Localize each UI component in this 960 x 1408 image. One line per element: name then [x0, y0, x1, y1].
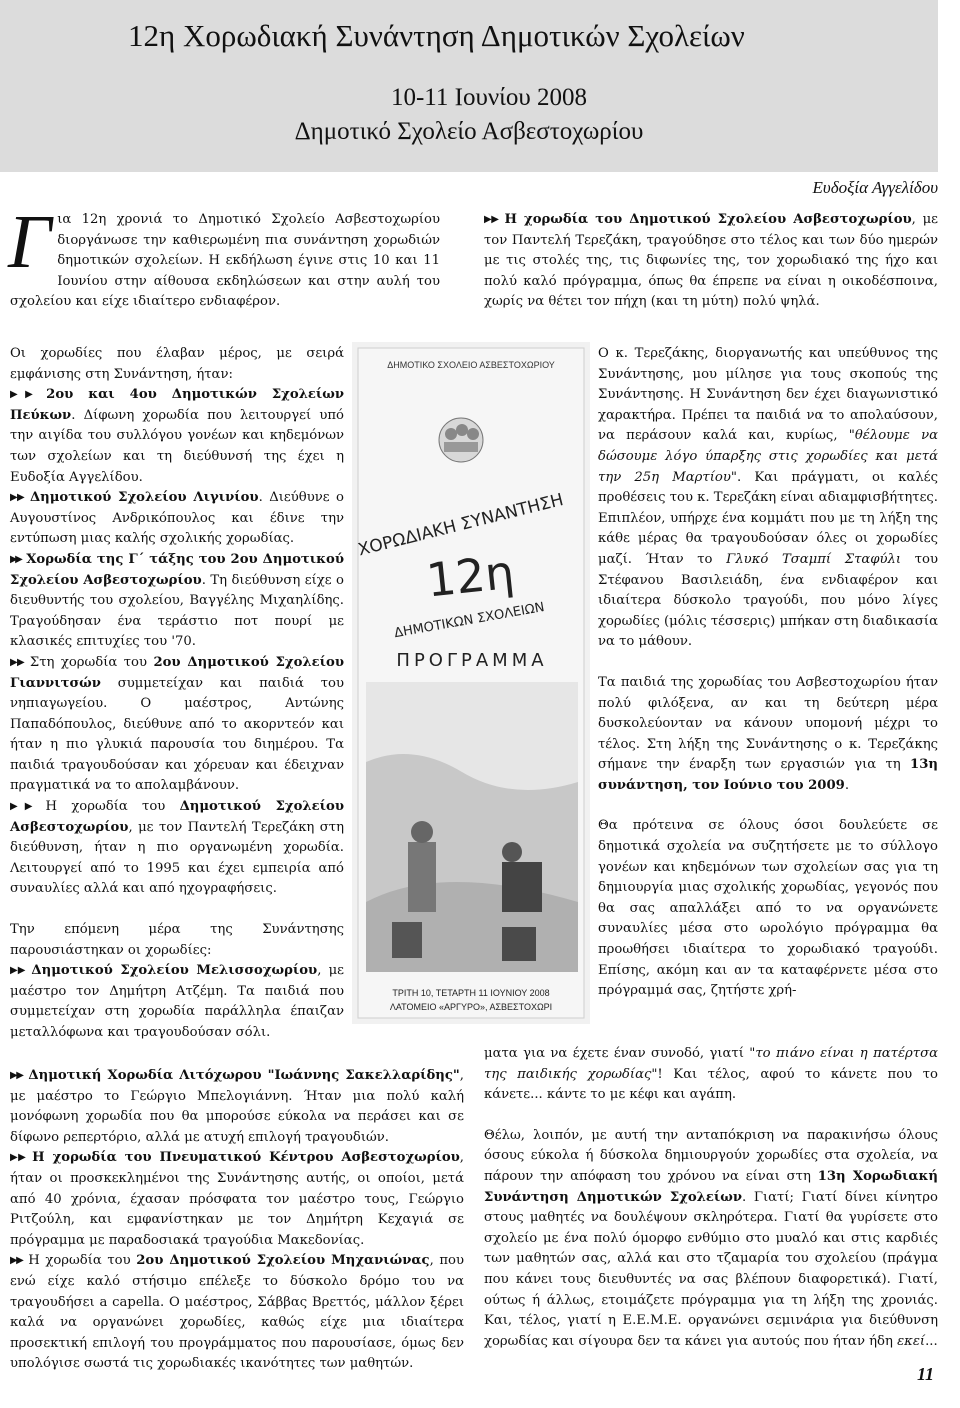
left-column [10, 344, 344, 1044]
choir-prefix: Η χορωδία του [28, 1253, 137, 1269]
double-arrow-bullet-icon: ▶▶ [10, 1255, 23, 1267]
double-arrow-bullet-icon: ▶▶ [484, 214, 499, 225]
paragraph-text: Θέλω, λοιπόν, με αυτή την ανταπόκριση να παρακινήσω όλους όσους εύκολα ή δύσκολα δημιουργούν χορωδίες στα σχολεία, να πάρουν την απόφαση του χρόνου να είναι στη [484, 1127, 938, 1184]
double-arrow-bullet-icon: ▶▶ [10, 656, 24, 668]
choir-prefix: Στη χορωδία του [29, 654, 154, 670]
paragraph-text: ματα για να έχετε έναν συνοδό, γιατί " [484, 1046, 756, 1061]
choir-name: Χορωδία της Γ΄ τάξης του 2ου Δημοτικού Σχολείου Ασβεστοχωρίου [10, 551, 344, 588]
paragraph-text: Ο κ. Τερεζάκης, διοργανωτής και υπεύθυνος της Συνάντησης, μου μίλησε για τους σκοπούς της Συνάντησης. Η Συνάντηση δεν έχει διαγωνιστικό χαρακτήρα. Πρέπει τα παιδιά να το απολαύσουν, να περάσουν καλά και, κυρίως, [598, 346, 938, 444]
event-date: 10-11 Ιουνίου 2008 [390, 84, 587, 111]
double-arrow-bullet-icon: ▶▶ [10, 492, 24, 504]
bottom-left-column [10, 1066, 464, 1375]
double-arrow-bullet-icon: ▶▶ [10, 553, 21, 565]
paragraph-text: . [844, 777, 850, 793]
poster-graphic [352, 342, 590, 1024]
page-title: 12η Χορωδιακή Συνάντηση Δημοτικών Σχολείων [128, 18, 745, 53]
bold-school-name: Η χορωδία του Δημοτικού Σχολείου Ασβεστοχωρίου [504, 212, 912, 227]
paragraph-text: . Και πράγματι, οι καλές προθέσεις του κ. Τερεζάκη είναι αδιαμφισβήτητες. Επιπλέον, υπήρχε ένα κομμάτι που με τη λήξη της κάθε μέρας θα τραγουδούσαν όλες οι χορωδίες μαζί. Ήταν το [598, 469, 938, 567]
drop-cap: Γ [8, 200, 52, 284]
poster-footer2: ΛΑΤΟΜΕΙΟ «ΑΡΓΥΡΟ», ΑΣΒΕΣΤΟΧΩΡΙ [389, 1002, 553, 1012]
choir-name: 2ου και 4ου Δημοτικών Σχολείων Πεύκων [10, 387, 345, 423]
emphasis: εκεί [897, 1333, 926, 1349]
double-arrow-bullet-icon: ▶▶ [10, 965, 26, 977]
poster-number: 12η [423, 544, 517, 608]
choir-name: Δημοτικού Σχολείου Ασβεστοχωρίου [10, 799, 344, 835]
paragraph-text: . Γιατί; Γιατί δίνει κίνητρο στους μαθητές να δουλέψουν σκληρότερα. Γιατί θα γυρίσετε στο σχολείο με ένα πολύ όμορφο ενθύμιο στο μυαλό και στις καρδιές των μαθητών σας, αλλά και στο τζαμαρία του σχολείου (πράγμα που κάνει τους διευθυντές να σας βλέπουν διαφορετικά). Γιατί, ούτως ή άλλως, ετοιμάζετε πρόγραμμα για τη λήξη της χρονιάς. Και, τέλος, γιατί η Ε.Ε.Μ.Ε. οργανώνει σεμινάρια για διεύθυνση χορωδίας και σίγουρα δεν τα κάνει για αυτούς που ήταν ήδη [484, 1189, 938, 1349]
intro-paragraph [8, 200, 440, 313]
poster-program-title: ΠΡΟΓΡΑΜΜΑ [396, 650, 548, 671]
right-top-paragraph [484, 210, 938, 313]
poster-school-name: ΔΗΜΟΤΙΚΟ ΣΧΟΛΕΙΟ ΑΣΒΕΣΤΟΧΩΡΙΟΥ [387, 360, 555, 370]
paragraph-text: ... [925, 1333, 938, 1349]
paragraph-text: "! Και τέλος, αφού το κάνετε που το κάνετε... κάντε το με κέφι και αγάπη. [484, 1066, 938, 1103]
choir-name: 2ου Δημοτικού Σχολείου Γιαννιτσών [10, 654, 344, 691]
song-title: Γλυκό Τσαμπί Σταφύλι [726, 551, 902, 567]
author-name: Ευδοξία Αγγελίδου [812, 178, 938, 197]
event-name: 13η Χορωδιακή Συνάντηση Δημοτικών Σχολείων [484, 1168, 938, 1205]
choir-text: , με τον Παντελή Τερεζάκη στη διεύθυνση, ήταν η πιο οργανωμένη χορωδία. Λειτουργεί από το 1995 και έχει εμπειρία από συναυλίες αλλά και από ηχογραφήσεις. [10, 819, 344, 897]
paragraph: Την επόμενη μέρα της Συνάντησης παρουσιάστηκαν οι χορωδίες: [10, 922, 344, 958]
quote: το πιάνο είναι η πατέρτσα της παιδικής χορωδίας [484, 1046, 938, 1082]
choir-name: Δημοτικού Σχολείου Λιγινίου [29, 490, 259, 506]
school-logo-icon [439, 418, 483, 462]
choir-text: . Διεύθυνε ο Αυγουστίνος Ανδρικόπουλος και έδινε την εντύπωση μιας καλής σχολικής χορωδίας. [10, 490, 344, 547]
children-photo [366, 682, 578, 972]
choir-text: . Δίφωνη χορωδία που λειτουργεί υπό την αιγίδα του συλλόγου γονέων και κηδεμόνων των σχολείων και τη διεύθυνσή της έχει η Ευδοξία Αγγελίδου. [10, 407, 344, 485]
header-banner [0, 0, 938, 172]
double-arrow-bullet-icon: ▶▶ [10, 1152, 27, 1164]
paragraph-text: του Στέφανου Βασιλειάδη, ένα ενδιαφέρον και ιδιαίτερα δύσκολο τραγούδι, που μόνο λίγες χορωδίες (μόλις τέσσερις) μπήκαν στη διαδικασία να το μάθουν. [598, 551, 938, 650]
poster-line1: ΧΟΡΩΔΙΑΚΗ ΣΥΝΑΝΤΗΣΗ [356, 489, 566, 561]
program-poster-image [352, 342, 590, 1024]
choir-name: Η χορωδία του Πνευματικού Κέντρου Ασβεστοχωρίου [32, 1150, 460, 1166]
choir-text: συμμετείχαν και παιδιά του νηπιαγωγείου. Ο μαέστρος, Αντώνης Παπαδόπουλος, διεύθυνε από το ακορντεόν και ήταν η πιο γλυκιά παρουσία του διημέρου. Τα παιδιά τραγουδούσαν και χόρευαν και έδειχναν πραγματικά να το απολαμβάνουν. [10, 675, 344, 794]
poster-footer1: ΤΡΙΤΗ 10, ΤΕΤΑΡΤΗ 11 ΙΟΥΝΙΟΥ 2008 [392, 988, 550, 998]
choir-name: Δημοτική Χορωδία Λιτόχωρου "Ιωάννης Σακελλαρίδης" [28, 1068, 460, 1083]
choir-text: , με μαέστρο το Γεώργιο Μπελογιάννη. Ήταν μια πολύ καλή μονόφωνη χορωδία που θα μπορούσε εύκολα να περάσει και σε δίφωνο ρεπερτόριο, αλλά με ατυχή επιλογή τραγουδιών. [10, 1068, 464, 1145]
choir-text: , που ενώ είχε καλό στήσιμο επέλεξε το δύσκολο δρόμο του να τραγουδήσει a capella. Ο μαέστρος, Σάββας Βρεττός, μάλλον ξέρει καλά να οργανώνει χορωδίες, καθώς είχε μια ιδιαίτερα προσεκτική επιλογή του προγράμματος που παρουσίασε, όμως δεν υπολόγισε σωστά τις χορωδιακές ικανότητες των μαθητών. [10, 1253, 464, 1372]
quote: "θέλουμε να δώσουμε λόγο ύπαρξης στις χορωδίες και μετά την 25η Μαρτίου" [598, 428, 938, 485]
paragraph: Θα πρότεινα σε όλους όσοι δουλεύετε σε δημοτικά σχολεία να συζητήσετε με το σύλλογο γονέων και κηδεμόνων των σχολείων σας για τη δημιουργία μιας σχολικής χορωδίας, γεγονός που θα σας απαλλάξει από το να οργανώνετε συναυλίες μέσα στο ωρολόγιο πρόγραμμα θα προωθήσει ιδιαίτερα το χορωδιακό τραγούδι. Επίσης, ακόμη και αν τα καταφέρνετε μέσα στο πρόγραμμά σας, ζητήστε χρή- [598, 818, 938, 999]
choir-text: , με μαέστρο τον Δημήτρη Ατζέμη. Τα παιδιά που συμμετείχαν στη χορωδία παράλληλα έπαιζαν μεταλλόφωνα και τραγουδούσαν σόλι. [10, 963, 344, 1040]
intro-text: ια 12η χρονιά το Δημοτικό Σχολείο Ασβεστοχωρίου διοργάνωσε την καθιερωμένη πια συνάντηση χορωδιών δημοτικών σχολείων. Η εκδήλωση έγινε στις 10 και 11 Ιουνίου στην αίθουσα εκδηλώσεων και στην αυλή του σχολείου και είχε ιδιαίτερο ενδιαφέρον. [10, 212, 440, 310]
choir-name: Δημοτικού Σχολείου Μελισσοχωρίου [31, 963, 318, 979]
choir-name: 2ου Δημοτικού Σχολείου Μηχανιώνας [136, 1253, 430, 1269]
choir-prefix: Η χορωδία του [45, 799, 180, 815]
page-number: 11 [916, 1364, 934, 1384]
paragraph: Οι χορωδίες που έλαβαν μέρος, με σειρά εμφάνισης στη Συνάντηση, ήταν: [10, 346, 344, 382]
paragraph-text: , με τον Παντελή Τερεζάκη, τραγούδησε στο τέλος και των δύο ημερών με τις στολές της, τις διφωνίες της, τον χορωδιακό της ήχο και πολύ καλό πρόγραμμα, όπως θα έπρεπε να είναι η οικοδέσποινα, χωρίς να θέτει τον πήχη (και τη μύτη) πολύ ψηλά. [484, 212, 938, 310]
choir-text: . Τη διεύθυνση είχε ο διευθυντής του σχολείου, Βαγγέλης Μιχαηλίδης. Τραγούδησαν ένα τεράστιο ποτ πουρί με κλασικές επιτυχίες του '70. [10, 572, 344, 650]
right-column [598, 344, 938, 1002]
double-arrow-bullet-icon: ▶▶ [10, 801, 40, 813]
double-arrow-bullet-icon: ▶▶ [10, 1070, 23, 1081]
bottom-right-column [484, 1044, 938, 1352]
event-school: Δημοτικό Σχολείο Ασβεστοχωρίου [294, 118, 644, 145]
next-meeting: 13η συνάντηση, τον Ιούνιο του 2009 [598, 757, 938, 793]
paragraph-text: Τα παιδιά της χορωδίας του Ασβεστοχωρίου ήταν πολύ φιλόξενα, αν και τη δεύτερη μέρα δυσκολεύονταν να κάνουν υπομονή μέχρι το τέλος. Στη λήξη της Συνάντησης ο κ. Τερεζάκης σήμανε την έναρξη των εργασιών για τη [598, 674, 938, 773]
choir-text: , ήταν οι προσκεκλημένοι της Συνάντησης αυτής, οι οποίοι, μετά από 40 χρόνια, έχασαν πρόσφατα τον μαέστρο τους, Γεώργιο Ριτζούλη, και εμφανίστηκαν με τον Δημήτρη Κεχαγιά σε πρόγραμμα με παραδοσιακά τραγούδια Μακεδονίας. [10, 1150, 464, 1248]
double-arrow-bullet-icon: ▶▶ [10, 389, 41, 401]
poster-line2: ΔΗΜΟΤΙΚΩΝ ΣΧΟΛΕΙΩΝ [393, 599, 546, 642]
